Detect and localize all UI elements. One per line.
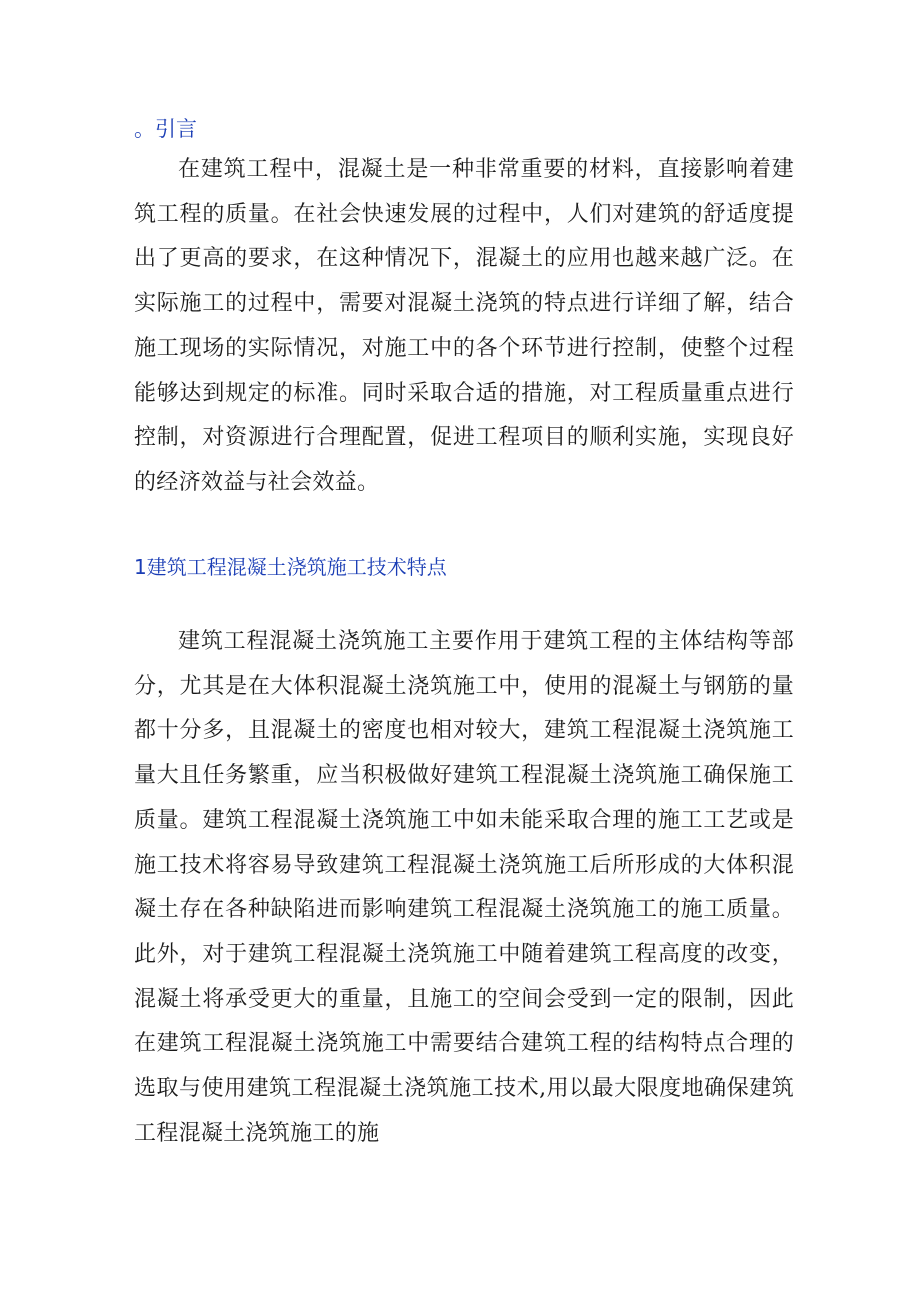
section-heading: 1建筑工程混凝土浇筑施工技术特点 (134, 555, 447, 579)
intro-paragraph: 在建筑工程中，混凝土是一种非常重要的材料，直接影响着建筑工程的质量。在社会快速发展的过程中，人们对建筑的舒适度提出了更高的要求，在这种情况下，混凝土的应用也越来越广泛。在实际施工的过程中，需要对混凝土浇筑的特点进行详细了解，结合施工现场的实际情况，对施工中的各个环节进行控制，使整个过程能够达到规定的标准。同时采取合适的措施，对工程质量重点进行控制，对资源进行合理配置，促进工程项目的顺利实施，实现良好的经济效益与社会效益。 (134, 157, 794, 495)
intro-heading: 。引言 (134, 117, 197, 141)
section-paragraph: 建筑工程混凝土浇筑施工主要作用于建筑工程的主体结构等部分，尤其是在大体积混凝土浇筑施工中，使用的混凝土与钢筋的量都十分多，且混凝土的密度也相对较大，建筑工程混凝土浇筑施工量大且任务繁重，应当积极做好建筑工程混凝土浇筑施工确保施工质量。建筑工程混凝土浇筑施工中如未能采取合理的施工工艺或是施工技术将容易导致建筑工程混凝土浇筑施工后所形成的大体积混凝土存在各种缺陷进而影响建筑工程混凝土浇筑施工的施工质量。此外，对于建筑工程混凝土浇筑施工中随着建筑工程高度的改变，混凝土将承受更大的重量，且施工的空间会受到一定的限制，因此在建筑工程混凝土浇筑施工中需要结合建筑工程的结构特点合理的选取与使用建筑工程混凝土浇筑施工技术,用以最大限度地确保建筑工程混凝土浇筑施工的施 (134, 629, 794, 1146)
